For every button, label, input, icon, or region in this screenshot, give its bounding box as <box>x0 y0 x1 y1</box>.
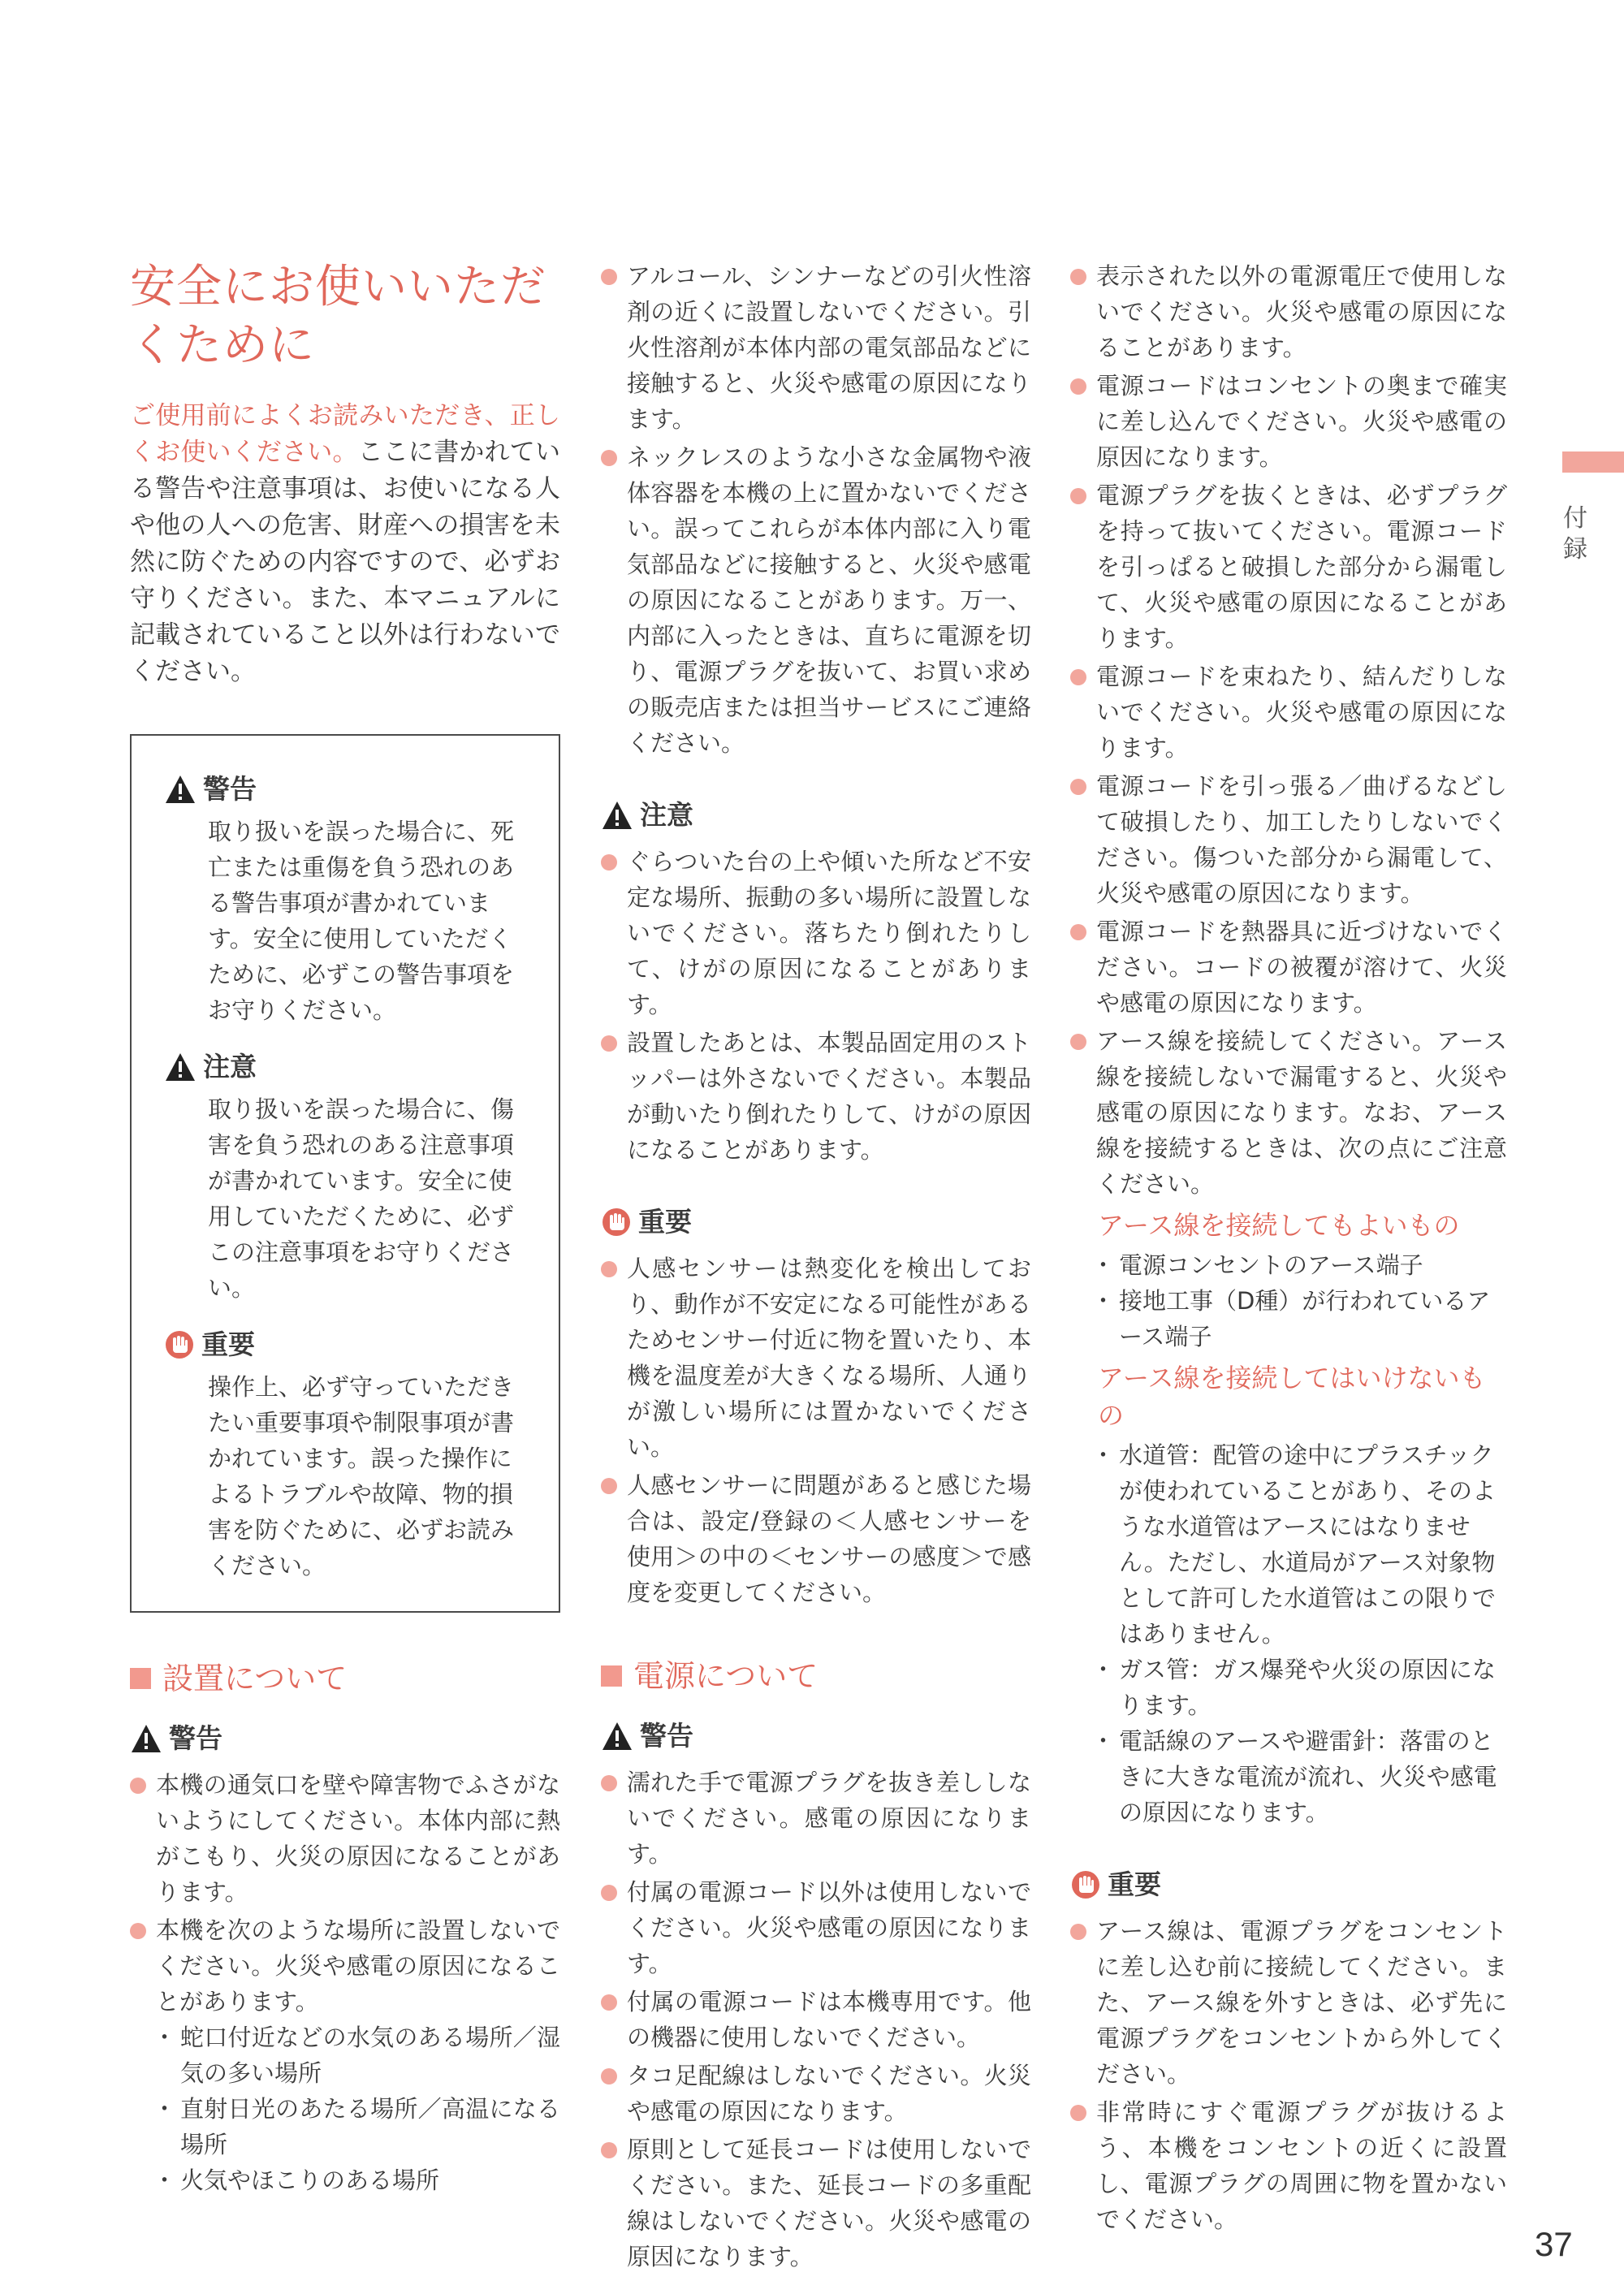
column-3 <box>1070 258 1507 2240</box>
install-section-title <box>130 1658 560 1699</box>
list-item: 付属の電源コード以外は使用しないでください。火災や感電の原因になります。 <box>601 1874 1031 1981</box>
stop-hand-icon <box>601 1207 632 1238</box>
warning-triangle-icon <box>164 774 197 805</box>
power-warning-list-cont <box>1070 258 1507 1202</box>
list-item-text: 本機を次のような場所に設置しないでください。火災や感電の原因になることがあります。 <box>156 1916 560 2015</box>
power-important-label: 重要 <box>1108 1868 1161 1900</box>
list-item: 原則として延長コードは使用しないでください。また、延長コードの多重配線はしないでください。火災や感電の原因になります。 <box>601 2132 1031 2275</box>
sub-list-item: ・ 電源コンセントのアース端子 <box>1095 1247 1507 1283</box>
intro-body: ここに書かれている警告や注意事項は、お使いになる人や他の人への危害、財産への損害を未然に防ぐための内容ですので、必ずお守りください。また、本マニュアルに記載されていること以外は行わないでください。 <box>130 438 560 686</box>
list-item: 非常時にすぐ電源プラグが抜けるよう、本機をコンセントの近くに設置し、電源プラグの周囲に物を置かないでください。 <box>1070 2094 1507 2237</box>
install-warning-heading <box>130 1720 560 1757</box>
earth-ok-list <box>1070 1247 1507 1354</box>
install-important-heading <box>601 1203 1031 1241</box>
sub-list-item: ・ 電話線のアースや避雷針：落雷のときに大きな電流が流れ、火災や感電の原因になります。 <box>1095 1723 1507 1830</box>
list-item: ぐらついた台の上や傾いた所など不安定な場所、振動の多い場所に設置しないでください。落ちたり倒れたりして、けがの原因になることがあります。 <box>601 844 1031 1022</box>
legend-warning-label: 警告 <box>203 773 257 805</box>
section-square-icon <box>601 1665 622 1687</box>
list-item: 電源コードはコンセントの奥まで確実に差し込んでください。火災や感電の原因になります。 <box>1070 368 1507 475</box>
appendix-tab-marker <box>1562 451 1624 473</box>
sub-list-item: ・ 直射日光のあたる場所／高温になる場所 <box>156 2091 560 2162</box>
warning-triangle-icon <box>601 1721 633 1752</box>
legend-important-label: 重要 <box>201 1328 255 1360</box>
sub-list-item: ・ 火気やほこりのある場所 <box>156 2162 560 2198</box>
list-item: 人感センサーは熱変化を検出しており、動作が不安定になる可能性があるためセンサー付近に物を置いたり、本機を温度差が大きくなる場所、人通りが激しい場所には置かないでください。 <box>601 1251 1031 1465</box>
earth-ng-title: アース線を接続してはいけないもの <box>1098 1363 1486 1431</box>
warning-triangle-icon <box>130 1723 162 1754</box>
install-warning-list <box>130 1767 560 2198</box>
list-item: 人感センサーに問題があると感じた場合は、設定/登録の＜人感センサーを使用＞の中の＜センサーの感度＞で感度を変更してください。 <box>601 1467 1031 1610</box>
legend-caution <box>164 1049 534 1306</box>
legend-important <box>164 1327 534 1583</box>
page-title: 安全にお使いいただくために <box>130 261 546 372</box>
legend-caution-desc: 取り扱いを誤った場合に、傷害を負う恐れのある注意事項が書かれています。安全に使用していただくために、必ずこの注意事項をお守りください。 <box>208 1095 515 1302</box>
legend-important-desc: 操作上、必ず守っていただきたい重要事項や制限事項が書かれています。誤った操作によるトラブルや故障、物的損害を防ぐために、必ずお読みください。 <box>208 1373 515 1579</box>
list-item <box>130 1912 560 2198</box>
earth-ng-list <box>1070 1437 1507 1830</box>
list-item: アース線を接続してください。アース線を接続しないで漏電すると、火災や感電の原因になります。なお、アース線を接続するときは、次の点にご注意ください。 <box>1070 1023 1507 1202</box>
power-important-heading <box>1070 1866 1507 1903</box>
page-number: 37 <box>1535 2225 1573 2263</box>
intro-text <box>130 398 560 690</box>
list-item: 濡れた手で電源プラグを抜き差ししないでください。感電の原因になります。 <box>601 1765 1031 1872</box>
sub-list-item: ・ ガス管：ガス爆発や火災の原因になります。 <box>1095 1652 1507 1723</box>
install-caution-list <box>601 844 1031 1168</box>
power-warning-heading <box>601 1717 1031 1755</box>
list-item: 電源プラグを抜くときは、必ずプラグを持って抜いてください。電源コードを引っぱると破損した部分から漏電して、火災や感電の原因になることがあります。 <box>1070 477 1507 656</box>
caution-triangle-icon <box>601 800 633 831</box>
sub-list-item: ・ 蛇口付近などの水気のある場所／湿気の多い場所 <box>156 2020 560 2091</box>
legend-warning-desc: 取り扱いを誤った場合に、死亡または重傷を負う恐れのある警告事項が書かれています。安全に使用していただくために、必ずこの警告事項をお守りください。 <box>208 818 515 1024</box>
stop-hand-icon <box>164 1329 195 1360</box>
list-item: アルコール、シンナーなどの引火性溶剤の近くに設置しないでください。引火性溶剤が本体内部の電気部品などに接触すると、火災や感電の原因になります。 <box>601 258 1031 437</box>
install-title-text: 設置について <box>162 1661 348 1696</box>
power-important-list <box>1070 1913 1507 2237</box>
list-item: 電源コードを引っ張る／曲げるなどして破損したり、加工したりしないでください。傷ついた部分から漏電して、火災や感電の原因になります。 <box>1070 768 1507 911</box>
legend-warning <box>164 771 534 1028</box>
install-warning-label: 警告 <box>169 1722 222 1754</box>
symbol-legend-box <box>130 734 560 1613</box>
install-warning-list-cont <box>601 258 1031 761</box>
caution-triangle-icon <box>164 1052 197 1082</box>
power-title-text: 電源について <box>633 1658 818 1694</box>
power-warning-label: 警告 <box>640 1720 693 1752</box>
sub-list-item: ・ 水道管：配管の途中にプラスチックが使われていることがあり、そのような水道管はアースにはなりません。ただし、水道局がアース対象物として許可した水道管はこの限りではありません。 <box>1095 1437 1507 1652</box>
list-item: 設置したあとは、本製品固定用のストッパーは外さないでください。本製品が動いたり倒れたりして、けがの原因になることがあります。 <box>601 1025 1031 1168</box>
list-item: タコ足配線はしないでください。火災や感電の原因になります。 <box>601 2058 1031 2129</box>
earth-ok-title: アース線を接続してもよいもの <box>1098 1210 1460 1241</box>
section-square-icon <box>130 1668 151 1689</box>
list-item: 付属の電源コードは本機専用です。他の機器に使用しないでください。 <box>601 1984 1031 2055</box>
column-1 <box>130 258 560 2201</box>
stop-hand-icon <box>1070 1869 1101 1900</box>
intro-highlight: ご使用前によくお読みいただき、正しくお使いください。 <box>130 401 560 467</box>
install-important-list <box>601 1251 1031 1610</box>
appendix-side-label: 付録 <box>1563 504 1587 564</box>
install-caution-label: 注意 <box>640 799 693 831</box>
location-sub-list <box>156 2020 560 2198</box>
sub-list-item: ・ 接地工事（D種）が行われているアース端子 <box>1095 1283 1507 1354</box>
install-caution-heading <box>601 797 1031 834</box>
list-item: ネックレスのような小さな金属物や液体容器を本機の上に置かないでください。誤ってこれらが本体内部に入り電気部品などに接触すると、火災や感電の原因になることがあります。万一、内部に入ったときは、直ちに電源を切り、電源プラグを抜いて、お買い求めの販売店または担当サービスにご連絡ください。 <box>601 439 1031 761</box>
legend-caution-label: 注意 <box>203 1051 257 1082</box>
list-item: 電源コードを熱器具に近づけないでください。コードの被覆が溶けて、火災や感電の原因になります。 <box>1070 914 1507 1021</box>
power-section-title <box>601 1656 1031 1696</box>
list-item: アース線は、電源プラグをコンセントに差し込む前に接続してください。また、アース線を外すときは、必ず先に電源プラグをコンセントから外してください。 <box>1070 1913 1507 2092</box>
install-important-label: 重要 <box>638 1206 692 1238</box>
list-item: 本機の通気口を壁や障害物でふさがないようにしてください。本体内部に熱がこもり、火災の原因になることがあります。 <box>130 1767 560 1910</box>
list-item: 電源コードを束ねたり、結んだりしないでください。火災や感電の原因になります。 <box>1070 659 1507 766</box>
column-2 <box>601 258 1031 2277</box>
power-warning-list <box>601 1765 1031 2275</box>
list-item: 表示された以外の電源電圧で使用しないでください。火災や感電の原因になることがあります。 <box>1070 258 1507 365</box>
